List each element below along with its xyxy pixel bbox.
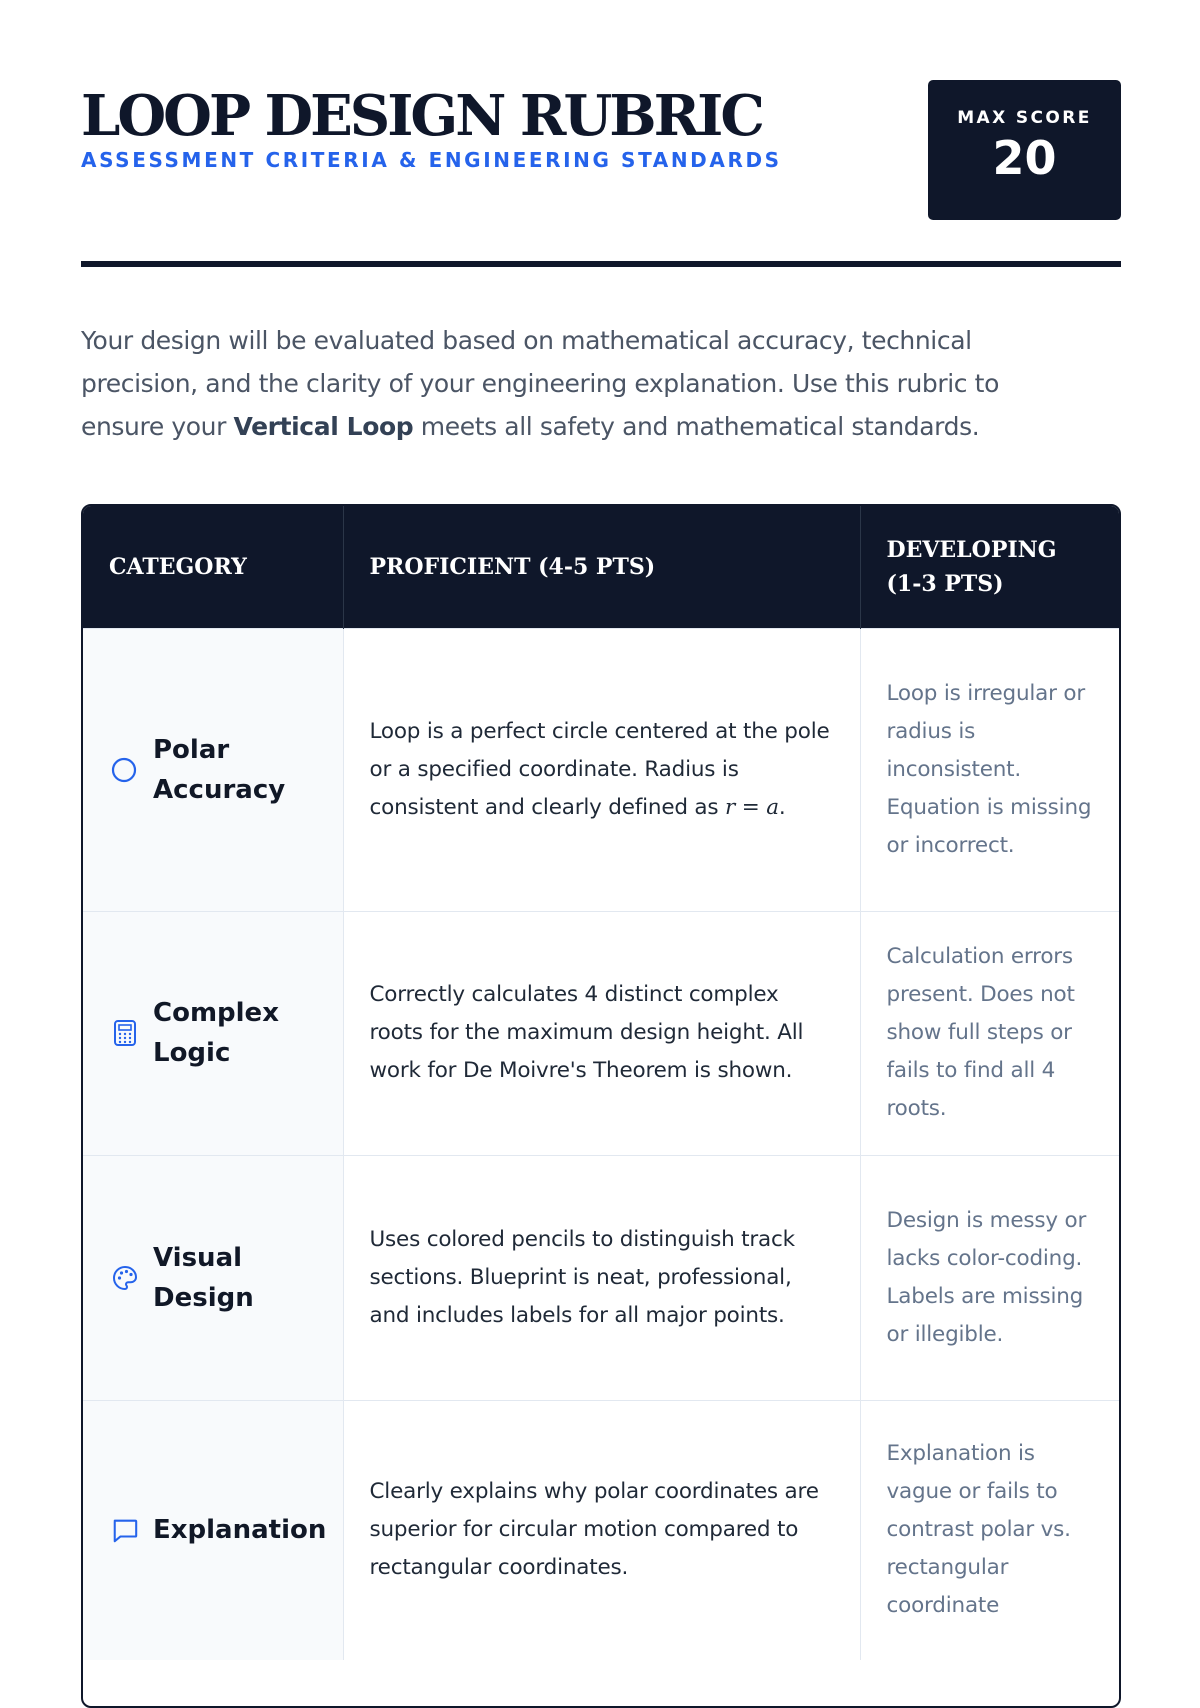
developing-cell: Explanation is vague or fails to contrast polar vs. rectangular coordinate [860,1400,1119,1660]
palette-icon [111,1264,139,1292]
rubric-page [81,0,1121,1619]
proficient-cell: Clearly explains why polar coordinates are superior for circular motion compared to rectangular coordinates. [343,1400,860,1660]
calculator-icon [111,1019,139,1047]
category-name: Visual Design [153,1242,254,1313]
header-proficient: PROFICIENT (4-5 PTS) [343,506,860,628]
circle-icon [111,756,139,784]
proficient-cell: Uses colored pencils to distinguish track sections. Blueprint is neat, professional, and includes labels for all major points. [343,1155,860,1400]
intro-text-after: meets all safety and mathematical standards. [413,412,980,441]
proficient-end: . [778,794,786,820]
header [81,0,1121,268]
developing-cell: Loop is irregular or radius is inconsistent. Equation is missing or incorrect. [860,628,1119,911]
category-cell [83,1155,343,1400]
intro-bold-term: Vertical Loop [233,412,414,441]
header-category: CATEGORY [83,506,343,628]
category-cell [83,911,343,1155]
max-score-label: MAX SCORE [957,108,1092,128]
proficient-text: Loop is a perfect circle centered at the pole or a specified coordinate. Radius is consistent and clearly defined as [369,718,830,820]
header-developing: DEVELOPING (1-3 PTS) [860,506,1119,628]
table-row [83,628,1119,911]
page-subtitle: ASSESSMENT CRITERIA & ENGINEERING STANDARDS [81,148,782,172]
table-row [83,911,1119,1155]
proficient-cell: Correctly calculates 4 distinct complex roots for the maximum design height. All work for De Moivre's Theorem is shown. [343,911,860,1155]
category-name: Complex Logic [153,998,279,1068]
header-divider [81,261,1121,267]
intro-text-before: Your design will be evaluated based on mathematical accuracy, technical precision, and the clarity of your engineering explanation. Use this rubric to ensure your [81,326,999,441]
intro-paragraph [81,319,1081,448]
proficient-cell [343,628,860,911]
page-title: LOOP DESIGN RUBRIC [81,83,762,149]
category-name: Polar Accuracy [153,734,286,805]
table-row [83,1400,1119,1660]
category-cell [83,628,343,911]
developing-cell: Calculation errors present. Does not show full steps or fails to find all 4 roots. [860,911,1119,1155]
table-header-row [83,506,1119,628]
category-cell [83,1400,343,1660]
max-score-value: 20 [992,131,1057,185]
radius-equation: r = a [725,794,779,820]
developing-cell: Design is messy or lacks color-coding. Labels are missing or illegible. [860,1155,1119,1400]
category-name: Explanation [153,1515,327,1546]
max-score-badge [928,80,1121,220]
rubric-table [81,504,1121,1708]
chat-bubble-icon [111,1516,139,1544]
table-row [83,1155,1119,1400]
